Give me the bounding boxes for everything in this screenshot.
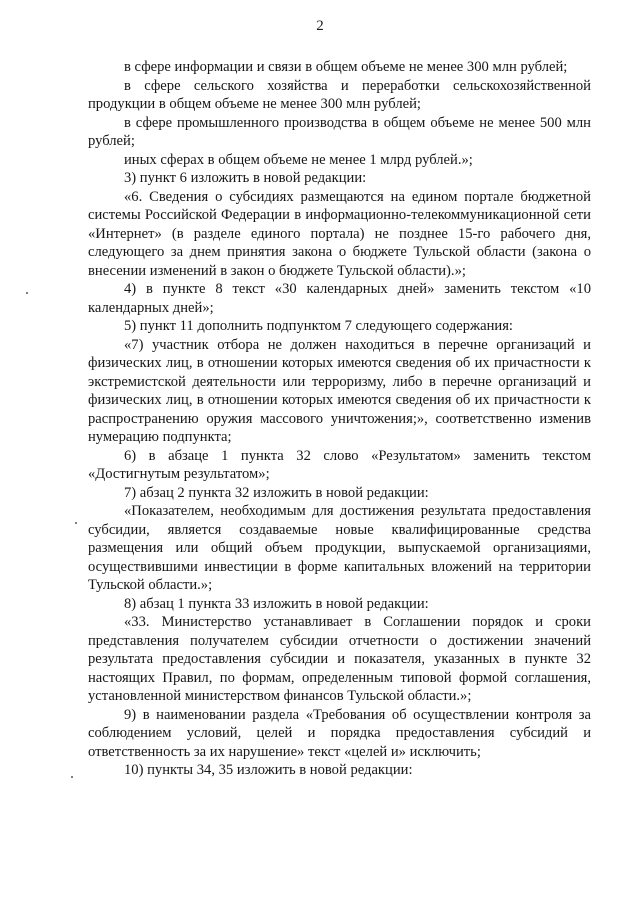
paragraph-item-7: 7) абзац 2 пункта 32 изложить в новой редакции:	[124, 484, 429, 501]
paragraph-information-sphere: в сфере информации и связи в общем объеме не менее 300 млн рублей;	[124, 59, 568, 75]
scan-speck	[71, 776, 73, 778]
paragraph-industry-sphere: в сфере промышленного производства в общем объеме не менее 500 млн рублей;	[88, 114, 591, 149]
document-body	[88, 58, 591, 780]
paragraph-item-3: 3) пункт 6 изложить в новой редакции:	[124, 170, 367, 186]
page-number: 2	[316, 18, 324, 34]
paragraph-indicator-text: «Показателем, необходимым для достижения результата предоставления субсидии, является создаваемые новые квалифицированные средства размещения или общий объем продукции, выпускаемой организациями, осуществившими инвестиции в форме капитальных вложений на территории Тульской области.»;	[88, 503, 591, 593]
paragraph-item-6: 6) в абзаце 1 пункта 32 слово «Результатом» заменить текстом «Достигнутым результатом»;	[88, 447, 591, 482]
scan-speck	[75, 522, 77, 524]
scan-speck	[26, 292, 28, 294]
paragraph-item-10: 10) пункты 34, 35 изложить в новой редакции:	[124, 762, 413, 778]
paragraph-item-8: 8) абзац 1 пункта 33 изложить в новой редакции:	[124, 595, 429, 612]
paragraph-other-spheres: иных сферах в общем объеме не менее 1 млрд рублей.»;	[124, 151, 473, 168]
paragraph-subpoint-7-text: «7) участник отбора не должен находиться в перечне организаций и физических лиц, в отношении которых имеются сведения об их причастности к экстремистской деятельности или терроризму, либо в перечне организаций и физических лиц, в отношении которых имеются сведения об их причастности к распространению оружия массового уничтожения;», соответственно изменив нумерацию подпункта;	[88, 336, 591, 445]
paragraph-point-33-text: «33. Министерство устанавливает в Соглашении порядок и сроки представления получателем субсидии отчетности о достижении значений результата предоставления субсидии и показателя, указанных в пункте 32 настоящих Правил, по формам, определенным типовой формой соглашения, установленной министерством финансов Тульской области.»;	[88, 614, 591, 704]
paragraph-point-6-text: «6. Сведения о субсидиях размещаются на едином портале бюджетной системы Российской Федерации в информационно-телекоммуникационной сети «Интернет» (в разделе единого портала) не позднее 15-го рабочего дня, следующего за днем принятия закона о бюджете Тульской области (закона о внесении изменений в закон о бюджете Тульской области).»;	[88, 188, 591, 279]
paragraph-item-9: 9) в наименовании раздела «Требования об осуществлении контроля за соблюдением условий, целей и порядка предоставления субсидий и ответственность за их нарушение» текст «целей и» исключить;	[88, 706, 591, 760]
paragraph-item-5: 5) пункт 11 дополнить подпунктом 7 следующего содержания:	[124, 318, 513, 334]
paragraph-item-4: 4) в пункте 8 текст «30 календарных дней» заменить текстом «10 календарных дней»;	[88, 281, 591, 316]
paragraph-agriculture-sphere: в сфере сельского хозяйства и переработки сельскохозяйственной продукции в общем объеме не менее 300 млн рублей;	[88, 77, 591, 112]
